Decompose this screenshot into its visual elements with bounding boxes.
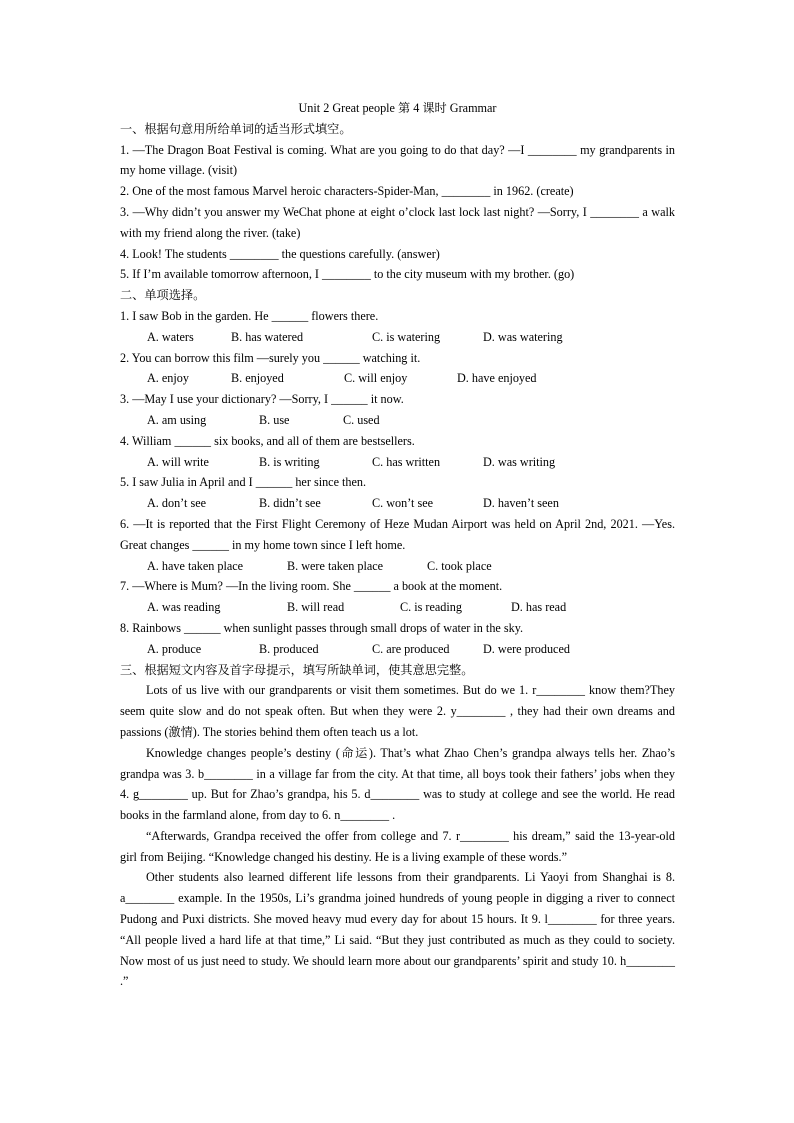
option-b: B. use [259,412,290,427]
choice-options-1 [120,327,675,348]
choice-options-7 [120,597,675,618]
option-a: A. will write [147,454,209,469]
option-b: B. has watered [231,329,304,344]
passage-paragraph-1: Lots of us live with our grandparents or visit them sometimes. But do we 1. r________ know them?They seem quite slow and do not speak often. But when they were 2. y________ , they had their own dreams and passions (激情). The stories behind them often teach us a lot. [120,683,675,739]
option-d: D. has read [511,600,567,615]
choice-question-7: 7. —Where is Mum? —In the living room. She ______ a book at the moment. [120,579,503,594]
choice-question-6: 6. —It is reported that the First Flight Ceremony of Heze Mudan Airport was held on April 2nd, 2021. —Yes. Great changes ______ in my home town since I left home. [120,516,675,552]
choice-question-4: 4. William ______ six books, and all of them are bestsellers. [120,433,415,448]
passage-paragraph-3: “Afterwards, Grandpa received the offer from college and 7. r________ his dream,” said the 13-year-old girl from Beijing. “Knowledge changed his destiny. He is a living example of these words.” [120,828,675,864]
option-b: B. were taken place [287,558,384,573]
choice-question-8: 8. Rainbows ______ when sunlight passes through small drops of water in the sky. [120,620,524,635]
section-2-heading: 二、单项选择。 [120,288,206,303]
fill-item-5: 5. If I’m available tomorrow afternoon, I ________ to the city museum with my brother. (go) [120,267,575,282]
option-d: D. were produced [483,641,570,656]
option-c: C. are produced [372,641,450,656]
option-a: A. waters [147,329,194,344]
option-b: B. didn’t see [259,496,321,511]
option-c: C. is reading [400,600,462,615]
option-c: C. will enjoy [344,371,408,386]
fill-item-2: 2. One of the most famous Marvel heroic characters-Spider-Man, ________ in 1962. (create) [120,184,574,199]
option-c: C. used [343,412,380,427]
choice-question-5: 5. I saw Julia in April and I ______ her since then. [120,475,367,490]
option-a: A. am using [147,412,207,427]
option-a: A. don’t see [147,496,207,511]
choice-options-8 [120,639,675,660]
option-a: A. was reading [147,600,221,615]
option-c: C. has written [372,454,441,469]
choice-question-2: 2. You can borrow this film —surely you ______ watching it. [120,350,421,365]
option-a: A. have taken place [147,558,244,573]
section-1-heading: 一、根据句意用所给单词的适当形式填空。 [120,121,352,136]
fill-item-4: 4. Look! The students ________ the questions carefully. (answer) [120,246,440,261]
option-a: A. produce [147,641,202,656]
option-c: C. won’t see [372,496,434,511]
option-d: D. haven’t seen [483,496,559,511]
choice-options-3 [120,410,675,431]
choice-options-4 [120,452,675,473]
option-c: C. is watering [372,329,441,344]
option-c: C. took place [427,558,492,573]
option-b: B. enjoyed [231,371,284,386]
option-d: D. was writing [483,454,556,469]
option-d: D. have enjoyed [457,371,537,386]
page-title: Unit 2 Great people 第 4 课时 Grammar [298,101,497,115]
fill-item-1: 1. —The Dragon Boat Festival is coming. What are you going to do that day? —I ________ my grandparents in my home village. (visit) [120,142,675,178]
option-b: B. will read [287,600,345,615]
passage-paragraph-4: Other students also learned different life lessons from their grandparents. Li Yaoyi from Shanghai is 8. a________ example. In the 1950s, Li’s grandma joined hundreds of young people in digging a river to connect Pudong and Puxi districts. She moved heavy mud every day for about 15 hours. It 9. l________ for three years. “All people lived a hard life at that time,” Li said. “But they just contributed as much as they could to society. Now most of us just need to study. We should learn more about our grandparents’ spirit and study 10. h________ .” [120,870,675,989]
choice-question-1: 1. I saw Bob in the garden. He ______ flowers there. [120,308,379,323]
passage-paragraph-2: Knowledge changes people’s destiny (命运). That’s what Zhao Chen’s grandpa always tells her. Zhao’s grandpa was 3. b________ in a village far from the city. At that time, all boys took their fathers’ jobs when they 4. g________ up. But for Zhao’s grandpa, his 5. d________ was to study at college and see the world. He read books in the farmland alone, from day to 6. n________ . [120,745,675,823]
option-b: B. is writing [259,454,320,469]
option-a: A. enjoy [147,371,189,386]
section-3-heading: 三、根据短文内容及首字母提示，填写所缺单词，使其意思完整。 [120,662,474,677]
choice-options-6 [120,556,675,577]
choice-options-2 [120,368,675,389]
option-d: D. was watering [483,329,563,344]
choice-question-3: 3. —May I use your dictionary? —Sorry, I ______ it now. [120,392,404,407]
choice-options-5 [120,493,675,514]
option-b: B. produced [259,641,319,656]
fill-item-3: 3. —Why didn’t you answer my WeChat phone at eight o’clock last lock last night? —Sorry, I ________ a walk with my friend along the river. (take) [120,204,675,240]
worksheet-page [120,98,675,992]
